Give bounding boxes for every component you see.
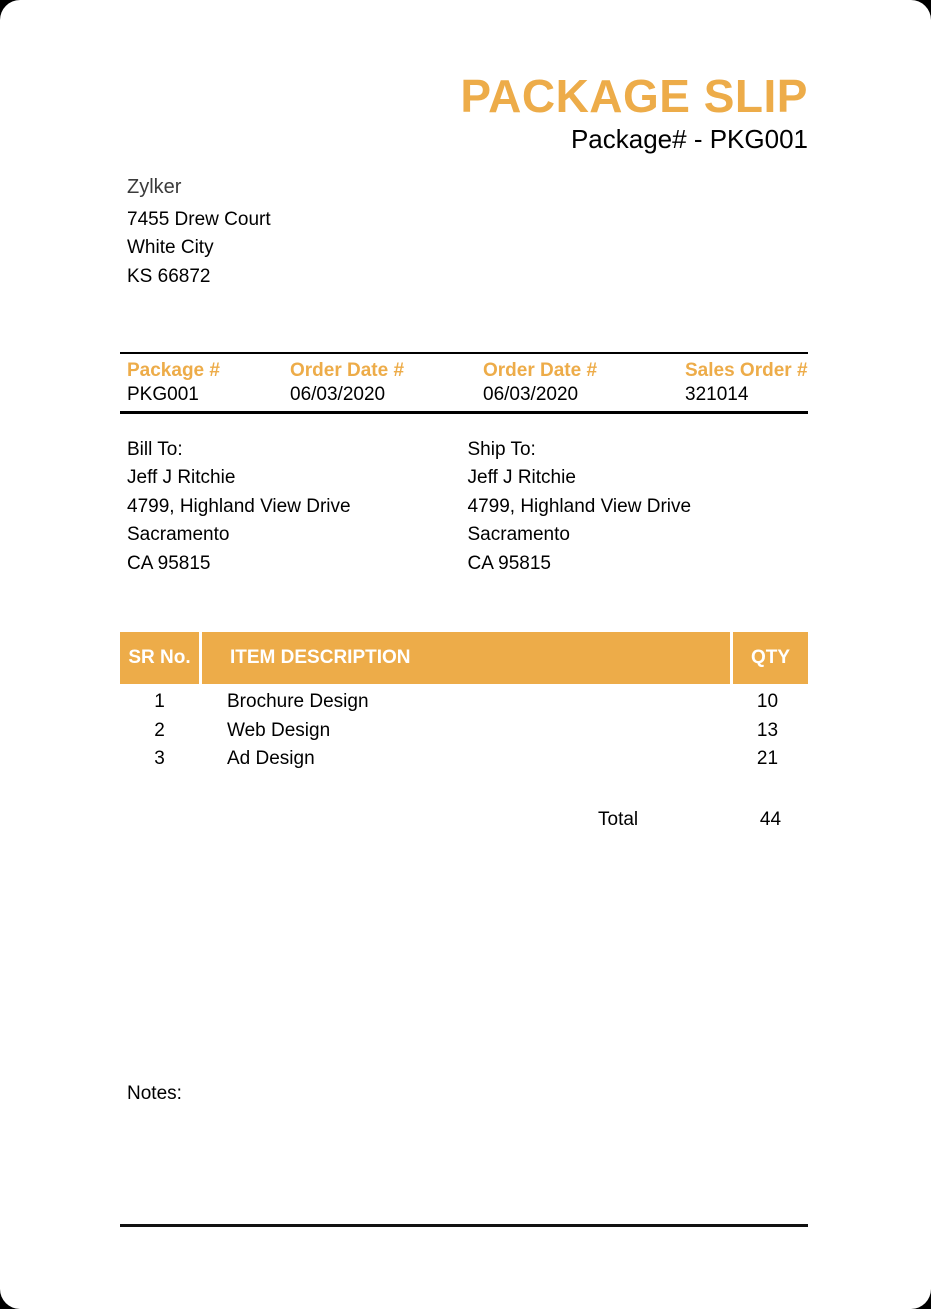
company-address-line: 7455 Drew Court [127, 209, 271, 230]
bill-to-label: Bill To: [127, 439, 183, 460]
qty-cell: 13 [756, 719, 779, 741]
items-body [120, 688, 808, 774]
item-description-header-cell: ITEM DESCRIPTION [202, 632, 730, 684]
bill-to-state-zip: CA 95815 [127, 552, 211, 574]
order-info-value-sales-order: 321014 [685, 384, 749, 405]
company-address-line: KS 66872 [127, 265, 211, 287]
company-address-line: White City [127, 237, 214, 259]
qty-cell: 21 [756, 748, 779, 769]
sr-cell: 2 [154, 719, 165, 741]
description-cell: Ad Design [227, 748, 315, 769]
order-info-value-row [120, 383, 808, 411]
qty-cell: 10 [756, 691, 779, 712]
ship-to-city: Sacramento [467, 524, 570, 546]
description-cell: Web Design [227, 719, 331, 741]
qty-header-cell: QTY [733, 632, 808, 684]
order-info-value-order-date-1: 06/03/2020 [290, 384, 386, 405]
document-header [460, 70, 808, 154]
items-header-row [120, 632, 808, 684]
table-row [120, 688, 808, 717]
bill-to-street: 4799, Highland View Drive [127, 495, 351, 517]
total-label: Total [598, 809, 639, 830]
page-title: PACKAGE SLIP [460, 70, 808, 122]
total-row [120, 806, 808, 834]
bill-to-name: Jeff J Ritchie [127, 467, 236, 489]
footer-divider [120, 1224, 808, 1227]
sr-no-header-cell: SR No. [120, 632, 199, 684]
order-info-value-order-date-2: 06/03/2020 [483, 384, 579, 405]
ship-to-section [468, 436, 809, 578]
order-info-header-package: Package # [127, 360, 220, 381]
ship-to-name: Jeff J Ritchie [467, 467, 576, 489]
company-block [127, 172, 271, 291]
ship-to-state-zip: CA 95815 [467, 552, 551, 574]
ship-to-label: Ship To: [467, 439, 536, 460]
order-info-header-order-date-1: Order Date # [290, 360, 405, 381]
table-row [120, 717, 808, 746]
ship-to-street: 4799, Highland View Drive [467, 495, 692, 517]
bill-to-section [127, 436, 468, 578]
sr-cell: 1 [154, 691, 165, 712]
order-info-table [120, 352, 808, 414]
package-number: Package# - PKG001 [570, 124, 808, 154]
bill-to-city: Sacramento [127, 524, 230, 546]
addresses-section [127, 436, 808, 578]
description-cell: Brochure Design [227, 691, 369, 712]
table-row [120, 745, 808, 774]
order-info-value-package: PKG001 [127, 384, 199, 405]
order-info-header-row [120, 354, 808, 383]
order-info-header-sales-order: Sales Order # [685, 360, 808, 381]
company-name: Zylker [127, 176, 182, 198]
notes-label: Notes: [127, 1083, 182, 1104]
total-value: 44 [759, 809, 782, 830]
sr-cell: 3 [154, 748, 165, 769]
order-info-header-order-date-2: Order Date # [483, 360, 598, 381]
company-address [127, 206, 271, 291]
items-table [120, 632, 808, 774]
